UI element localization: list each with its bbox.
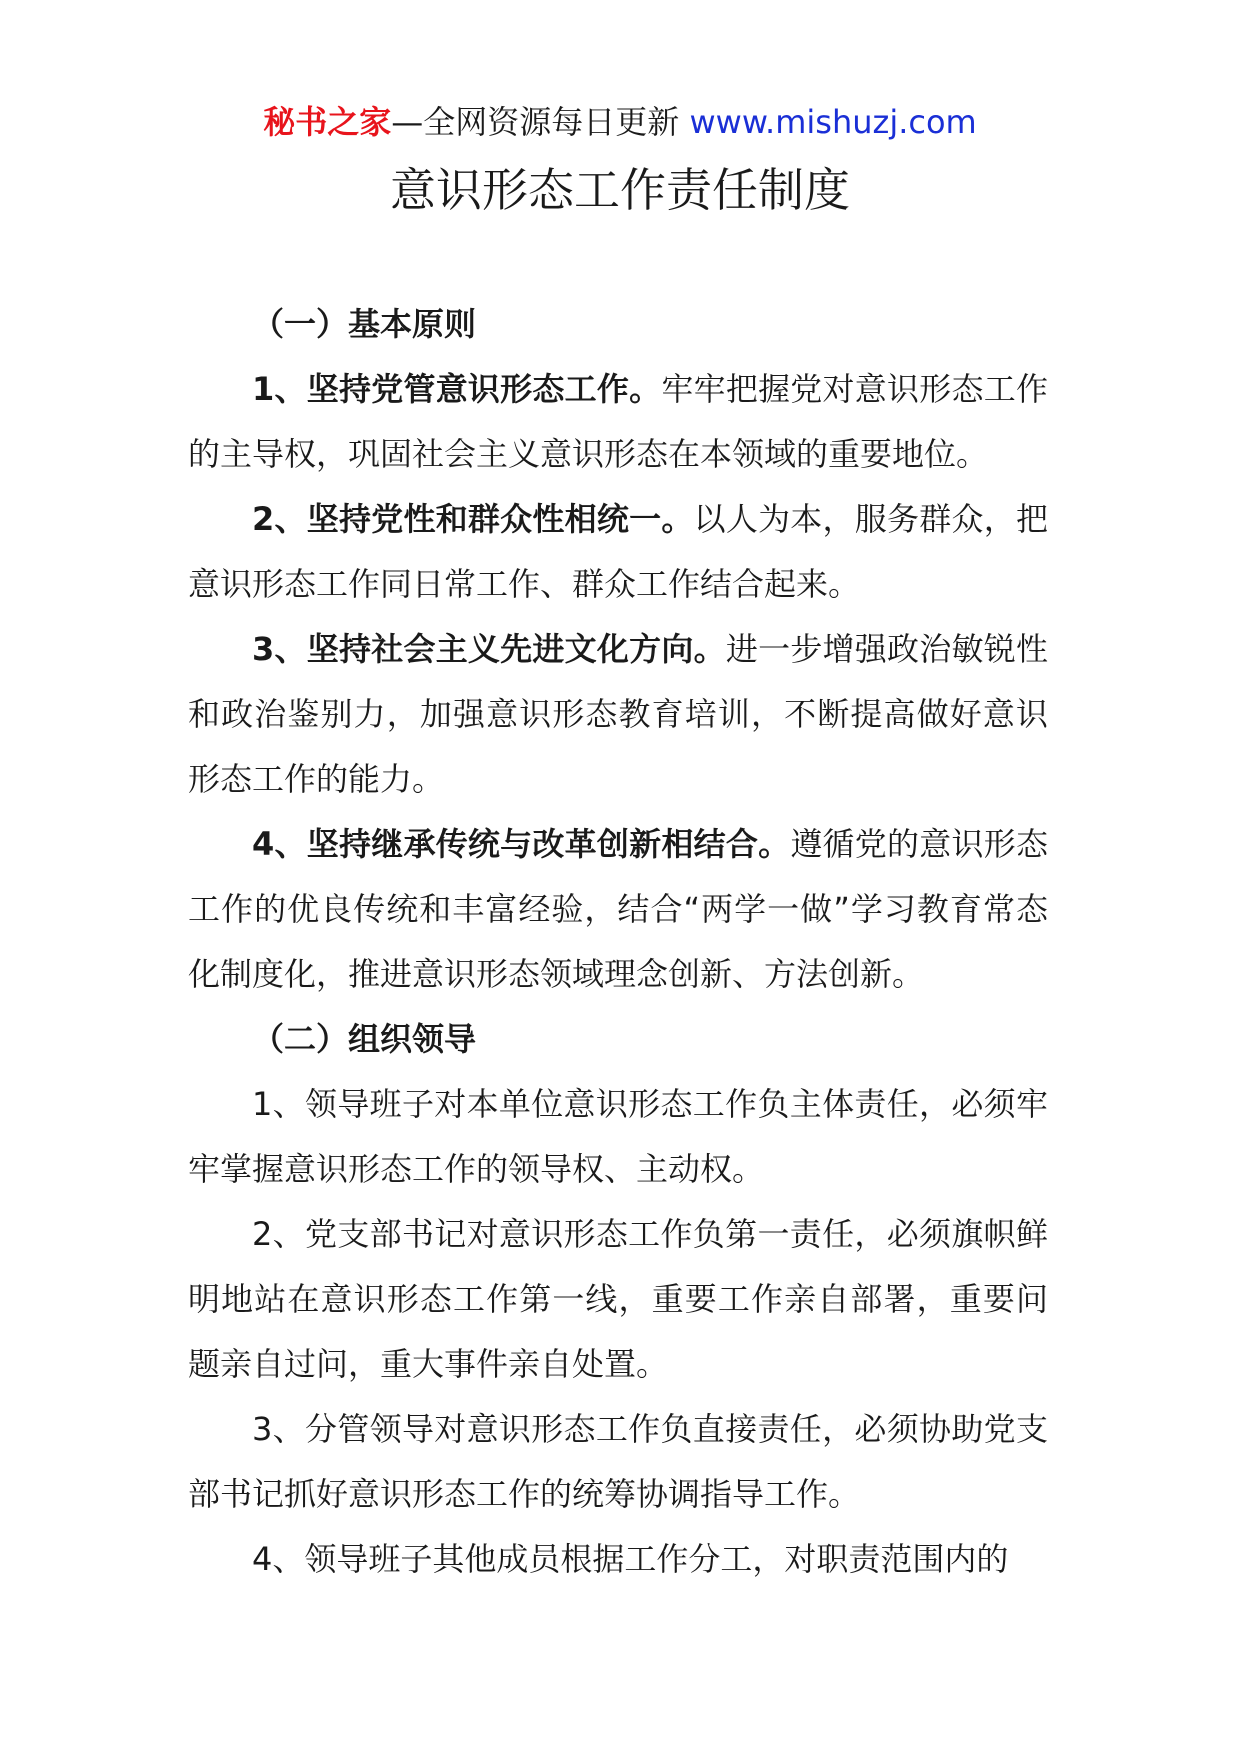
paragraph-lead: 4、坚持继承传统与改革创新相结合。	[252, 825, 791, 863]
paragraph	[188, 812, 1048, 1007]
paragraph	[188, 1527, 1048, 1592]
brand-name[interactable]: 秘书之家	[263, 103, 392, 141]
site-header-banner	[0, 100, 1240, 144]
paragraph-text: 遵循党的意识形态工作的优良传统和丰富经验，结合“两学一做”学习教育常态化制度化，推进意识形态领域理念创新、方法创新。	[188, 825, 1048, 993]
site-url-link[interactable]: www.mishuzj.com	[689, 103, 977, 141]
paragraph-text: 4、领导班子其他成员根据工作分工，对职责范围内的	[252, 1540, 1009, 1578]
paragraph	[188, 1202, 1048, 1397]
paragraph	[188, 487, 1048, 617]
document-title: 意识形态工作责任制度	[390, 163, 850, 217]
paragraph	[188, 617, 1048, 812]
section-heading: （一）基本原则	[252, 305, 477, 343]
paragraph-lead: 1、坚持党管意识形态工作。	[252, 370, 662, 408]
paragraph-text: 进一步增强政治敏锐性和政治鉴别力，加强意识形态教育培训，不断提高做好意识形态工作的能力。	[188, 630, 1048, 798]
paragraph-text: 2、党支部书记对意识形态工作负第一责任，必须旗帜鲜明地站在意识形态工作第一线，重要工作亲自部署，重要问题亲自过问，重大事件亲自处置。	[188, 1215, 1048, 1383]
paragraph-lead: 2、坚持党性和群众性相统一。	[252, 500, 694, 538]
paragraph-text: 牢牢把握党对意识形态工作的主导权，巩固社会主义意识形态在本领域的重要地位。	[188, 370, 1048, 473]
header-tagline: —全网资源每日更新	[391, 103, 690, 141]
paragraph-text: 3、分管领导对意识形态工作负直接责任，必须协助党支部书记抓好意识形态工作的统筹协调指导工作。	[188, 1410, 1048, 1513]
section-heading: （二）组织领导	[252, 1020, 477, 1058]
paragraph	[188, 357, 1048, 487]
document-body	[188, 292, 1048, 1592]
paragraph-text: 以人为本，服务群众，把意识形态工作同日常工作、群众工作结合起来。	[188, 500, 1048, 603]
paragraph	[188, 1397, 1048, 1527]
paragraph-lead: 3、坚持社会主义先进文化方向。	[252, 630, 726, 668]
paragraph-text: 1、领导班子对本单位意识形态工作负主体责任，必须牢牢掌握意识形态工作的领导权、主动权。	[188, 1085, 1048, 1188]
paragraph	[188, 1072, 1048, 1202]
